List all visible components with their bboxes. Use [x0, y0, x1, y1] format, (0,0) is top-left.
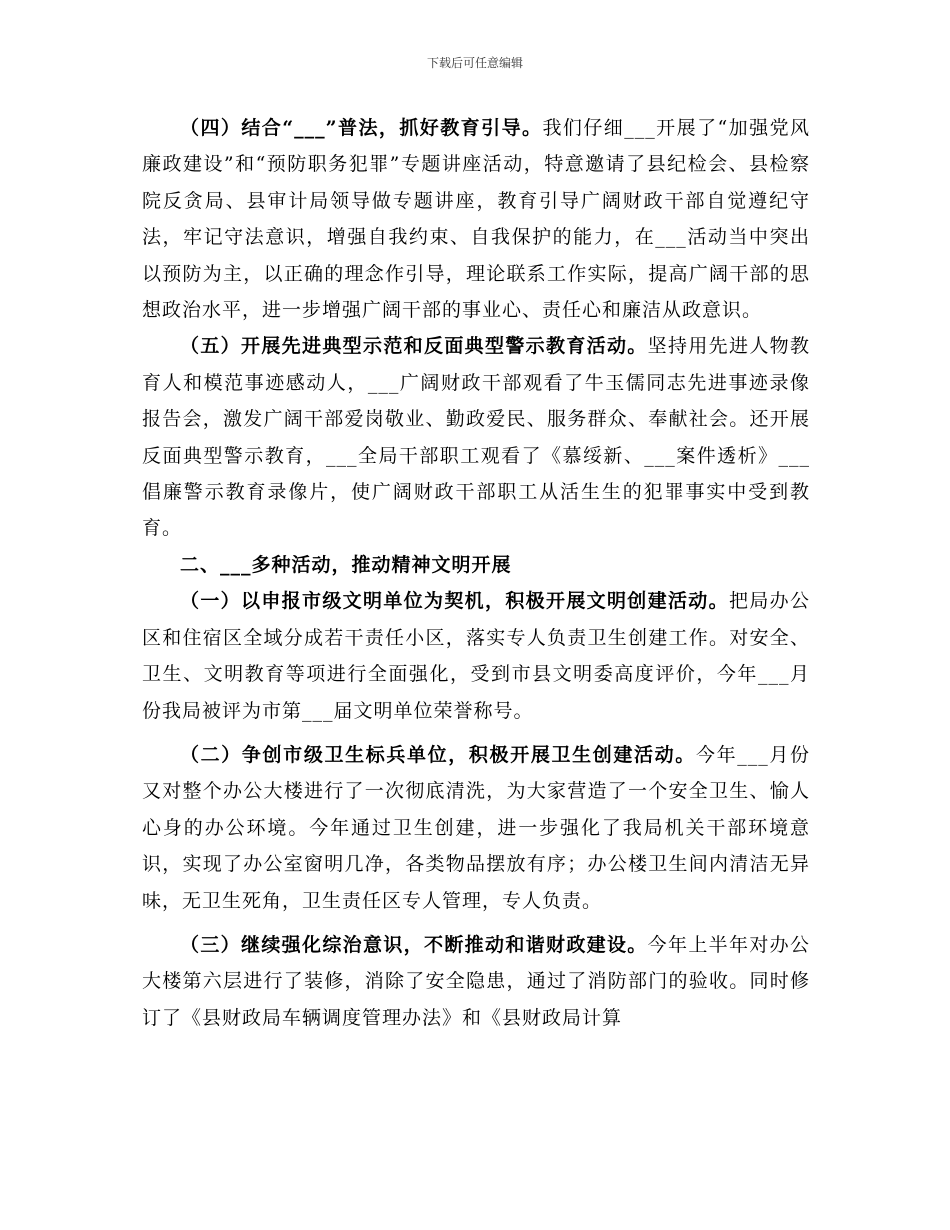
paragraph-text: 今年上半年对办公大楼第六层进行了装修，消除了安全隐患，通过了消防部门的验收。同时修订了《县财政局车辆调度管理办法》和《县财政局计算 — [142, 933, 810, 1029]
section-2-heading — [142, 547, 810, 583]
paragraph-text: 我们仔细___开展了“加强党风廉政建设”和“预防职务犯罪”专题讲座活动，特意邀请了县纪检会、县检察院反贪局、县审计局领导做专题讲座，教育引导广阔财政干部自觉遵纪守法，牢记守法意识，增强自我约束、自我保护的能力，在___活动当中突出以预防为主，以正确的理念作引导，理论联系工作实际，提高广阔干部的思想政治水平，进一步增强广阔干部的事业心、责任心和廉洁从政意识。 — [142, 117, 811, 322]
paragraph-text: 把局办公区和住宿区全域分成若干责任小区，落实专人负责卫生创建工作。对安全、卫生、文明教育等项进行全面强化，受到市县文明委高度评价，今年___月份我局被评为市第___届文明单位荣誉称号。 — [142, 590, 810, 722]
paragraph-heading: （三）继续强化综治意识，不断推动和谐财政建设。 — [180, 933, 648, 956]
header-note: 下载后可任意编辑 — [426, 56, 523, 70]
paragraph-4-legal-education — [142, 110, 810, 328]
document-body — [142, 110, 810, 1036]
paragraph-2-sanitation-unit — [142, 737, 810, 919]
paragraph-heading: （四）结合“___”普法，抓好教育引导。 — [180, 117, 543, 139]
paragraph-text: 今年___月份又对整个办公大楼进行了一次彻底清洗，为大家营造了一个安全卫生、愉人心身的办公环境。今年通过卫生创建，进一步强化了我局机关干部环境意识，实现了办公室窗明几净，各类物品摆放有序；办公楼卫生间内清洁无异味，无卫生死角，卫生责任区专人管理，专人负责。 — [142, 743, 810, 912]
paragraph-heading: （二）争创市级卫生标兵单位，积极开展卫生创建活动。 — [180, 743, 696, 766]
paragraph-heading: （一）以申报市级文明单位为契机，积极开展文明创建活动。 — [180, 590, 729, 613]
paragraph-text: 坚持用先进人物教育人和模范事迹感动人，___广阔财政干部观看了牛玉儒同志先进事迹录像报告会，激发广阔干部爱岗敬业、勤政爱民、服务群众、奉献社会。还开展反面典型警示教育，___全局干部职工观看了《慕绥新、___案件透析》___倡廉警示教育录像片，使广阔财政干部职工从活生生的犯罪事实中受到教育。 — [142, 335, 810, 540]
paragraph-5-model-education — [142, 328, 810, 546]
paragraph-heading: （五）开展先进典型示范和反面典型警示教育活动。 — [180, 335, 648, 358]
paragraph-3-comprehensive-governance — [142, 927, 810, 1036]
section-heading: 二、___多种活动，推动精神文明开展 — [180, 553, 512, 576]
paragraph-1-civilized-unit — [142, 583, 810, 729]
